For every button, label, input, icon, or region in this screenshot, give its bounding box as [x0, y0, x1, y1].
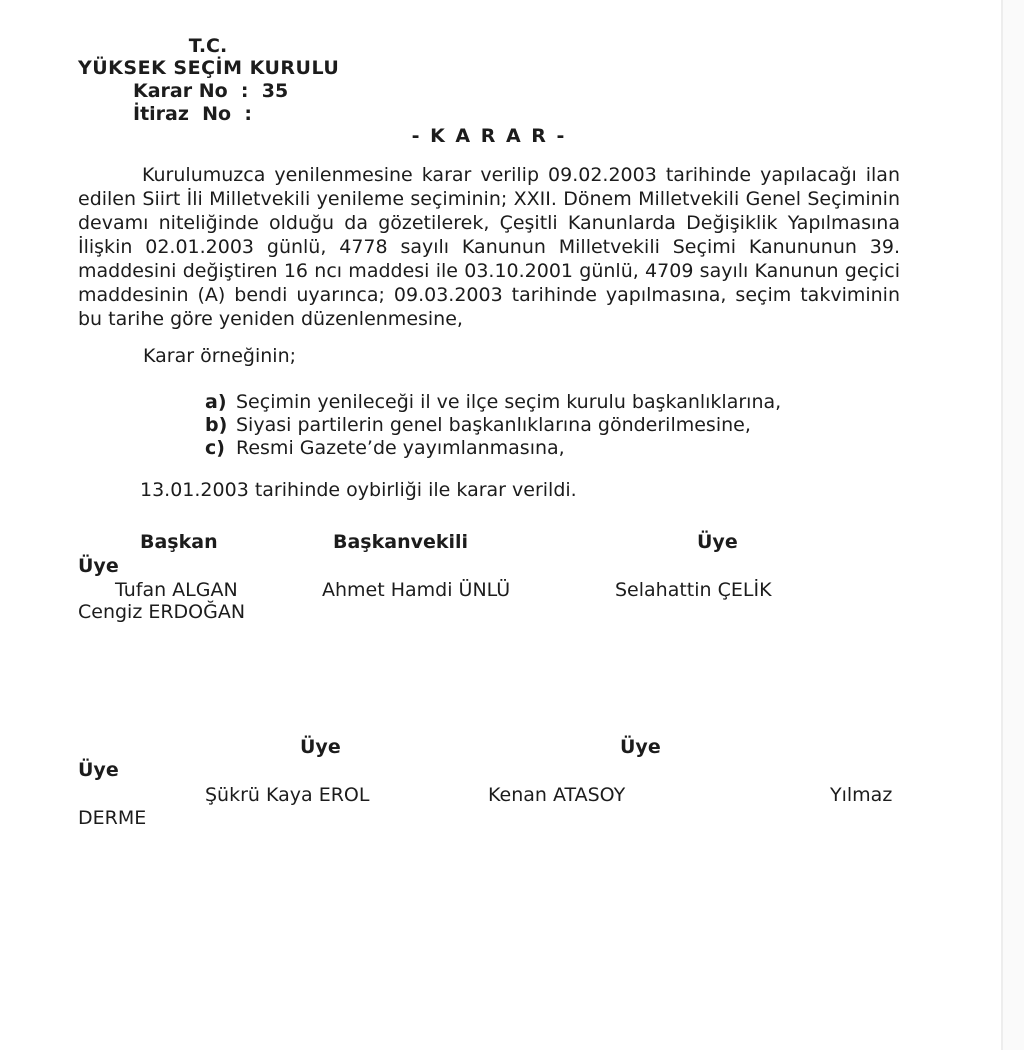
signature-name: Selahattin ÇELİK [615, 579, 772, 601]
signature-name: Şükrü Kaya EROL [205, 784, 370, 806]
decision-heading: - K A R A R - [411, 125, 567, 147]
list-text: Seçimin yenileceği il ve ilçe seçim kurulu başkanlıklarına, [236, 391, 782, 413]
main-paragraph: Kurulumuzca yenilenmesine karar verilip 09.02.2003 tarihinde yapılacağı ilan edilen Siirt İli Milletvekili yenileme seçiminin; XXII. Dönem Milletvekili Genel Seçiminin devamı niteliğinde olduğu da gözetilerek, Çeşitli Kanunlarda Değişiklik Yapılmasına İlişkin 02.01.2003 günlü, 4778 sayılı Kanunun Milletvekili Seçimi Kanununun 39. maddesini değiştiren 16 ncı maddesi ile 03.10.2001 günlü, 4709 sayılı Kanunun geçici maddesinin (A) bendi uyarınca; 09.03.2003 tarihinde yapılmasına, seçim takviminin bu tarihe göre yeniden düzenlenmesine, [78, 164, 900, 330]
signature-name-wrapped: Cengiz ERDOĞAN [78, 601, 246, 623]
list-marker: a) [205, 391, 227, 413]
list-item [205, 391, 781, 414]
signature-name-wrapped: DERME [78, 807, 147, 829]
objection-number-line: İtiraz No : [133, 103, 252, 125]
closing-statement: 13.01.2003 tarihinde oybirliği ile karar verildi. [140, 479, 577, 501]
list-item [205, 437, 781, 460]
distribution-list [205, 391, 781, 460]
signature-name: Kenan ATASOY [488, 784, 626, 806]
signature-title-uye: Üye [697, 531, 738, 553]
signature-name: Tufan ALGAN [115, 579, 238, 601]
signature-title-baskan: Başkan [140, 531, 218, 553]
signature-name: Ahmet Hamdi ÜNLÜ [322, 579, 511, 601]
signature-title-uye: Üye [300, 736, 341, 758]
list-text: Resmi Gazete’de yayımlanmasına, [236, 437, 565, 459]
signature-title-uye: Üye [620, 736, 661, 758]
signature-title-uye-wrapped: Üye [78, 759, 119, 781]
scan-page-edge [1001, 0, 1024, 1050]
decision-number-line: Karar No : 35 [133, 80, 289, 102]
list-marker: b) [205, 414, 228, 436]
copy-distribution-intro: Karar örneğinin; [143, 345, 297, 367]
signature-title-uye-wrapped: Üye [78, 555, 119, 577]
signature-name: Yılmaz [830, 784, 893, 806]
organization-title: YÜKSEK SEÇİM KURULU [78, 57, 340, 79]
signature-title-baskanvekili: Başkanvekili [333, 531, 469, 553]
list-item [205, 414, 781, 437]
list-text: Siyasi partilerin genel başkanlıklarına gönderilmesine, [236, 414, 751, 436]
list-marker: c) [205, 437, 225, 459]
republic-abbreviation: T.C. [188, 35, 228, 57]
